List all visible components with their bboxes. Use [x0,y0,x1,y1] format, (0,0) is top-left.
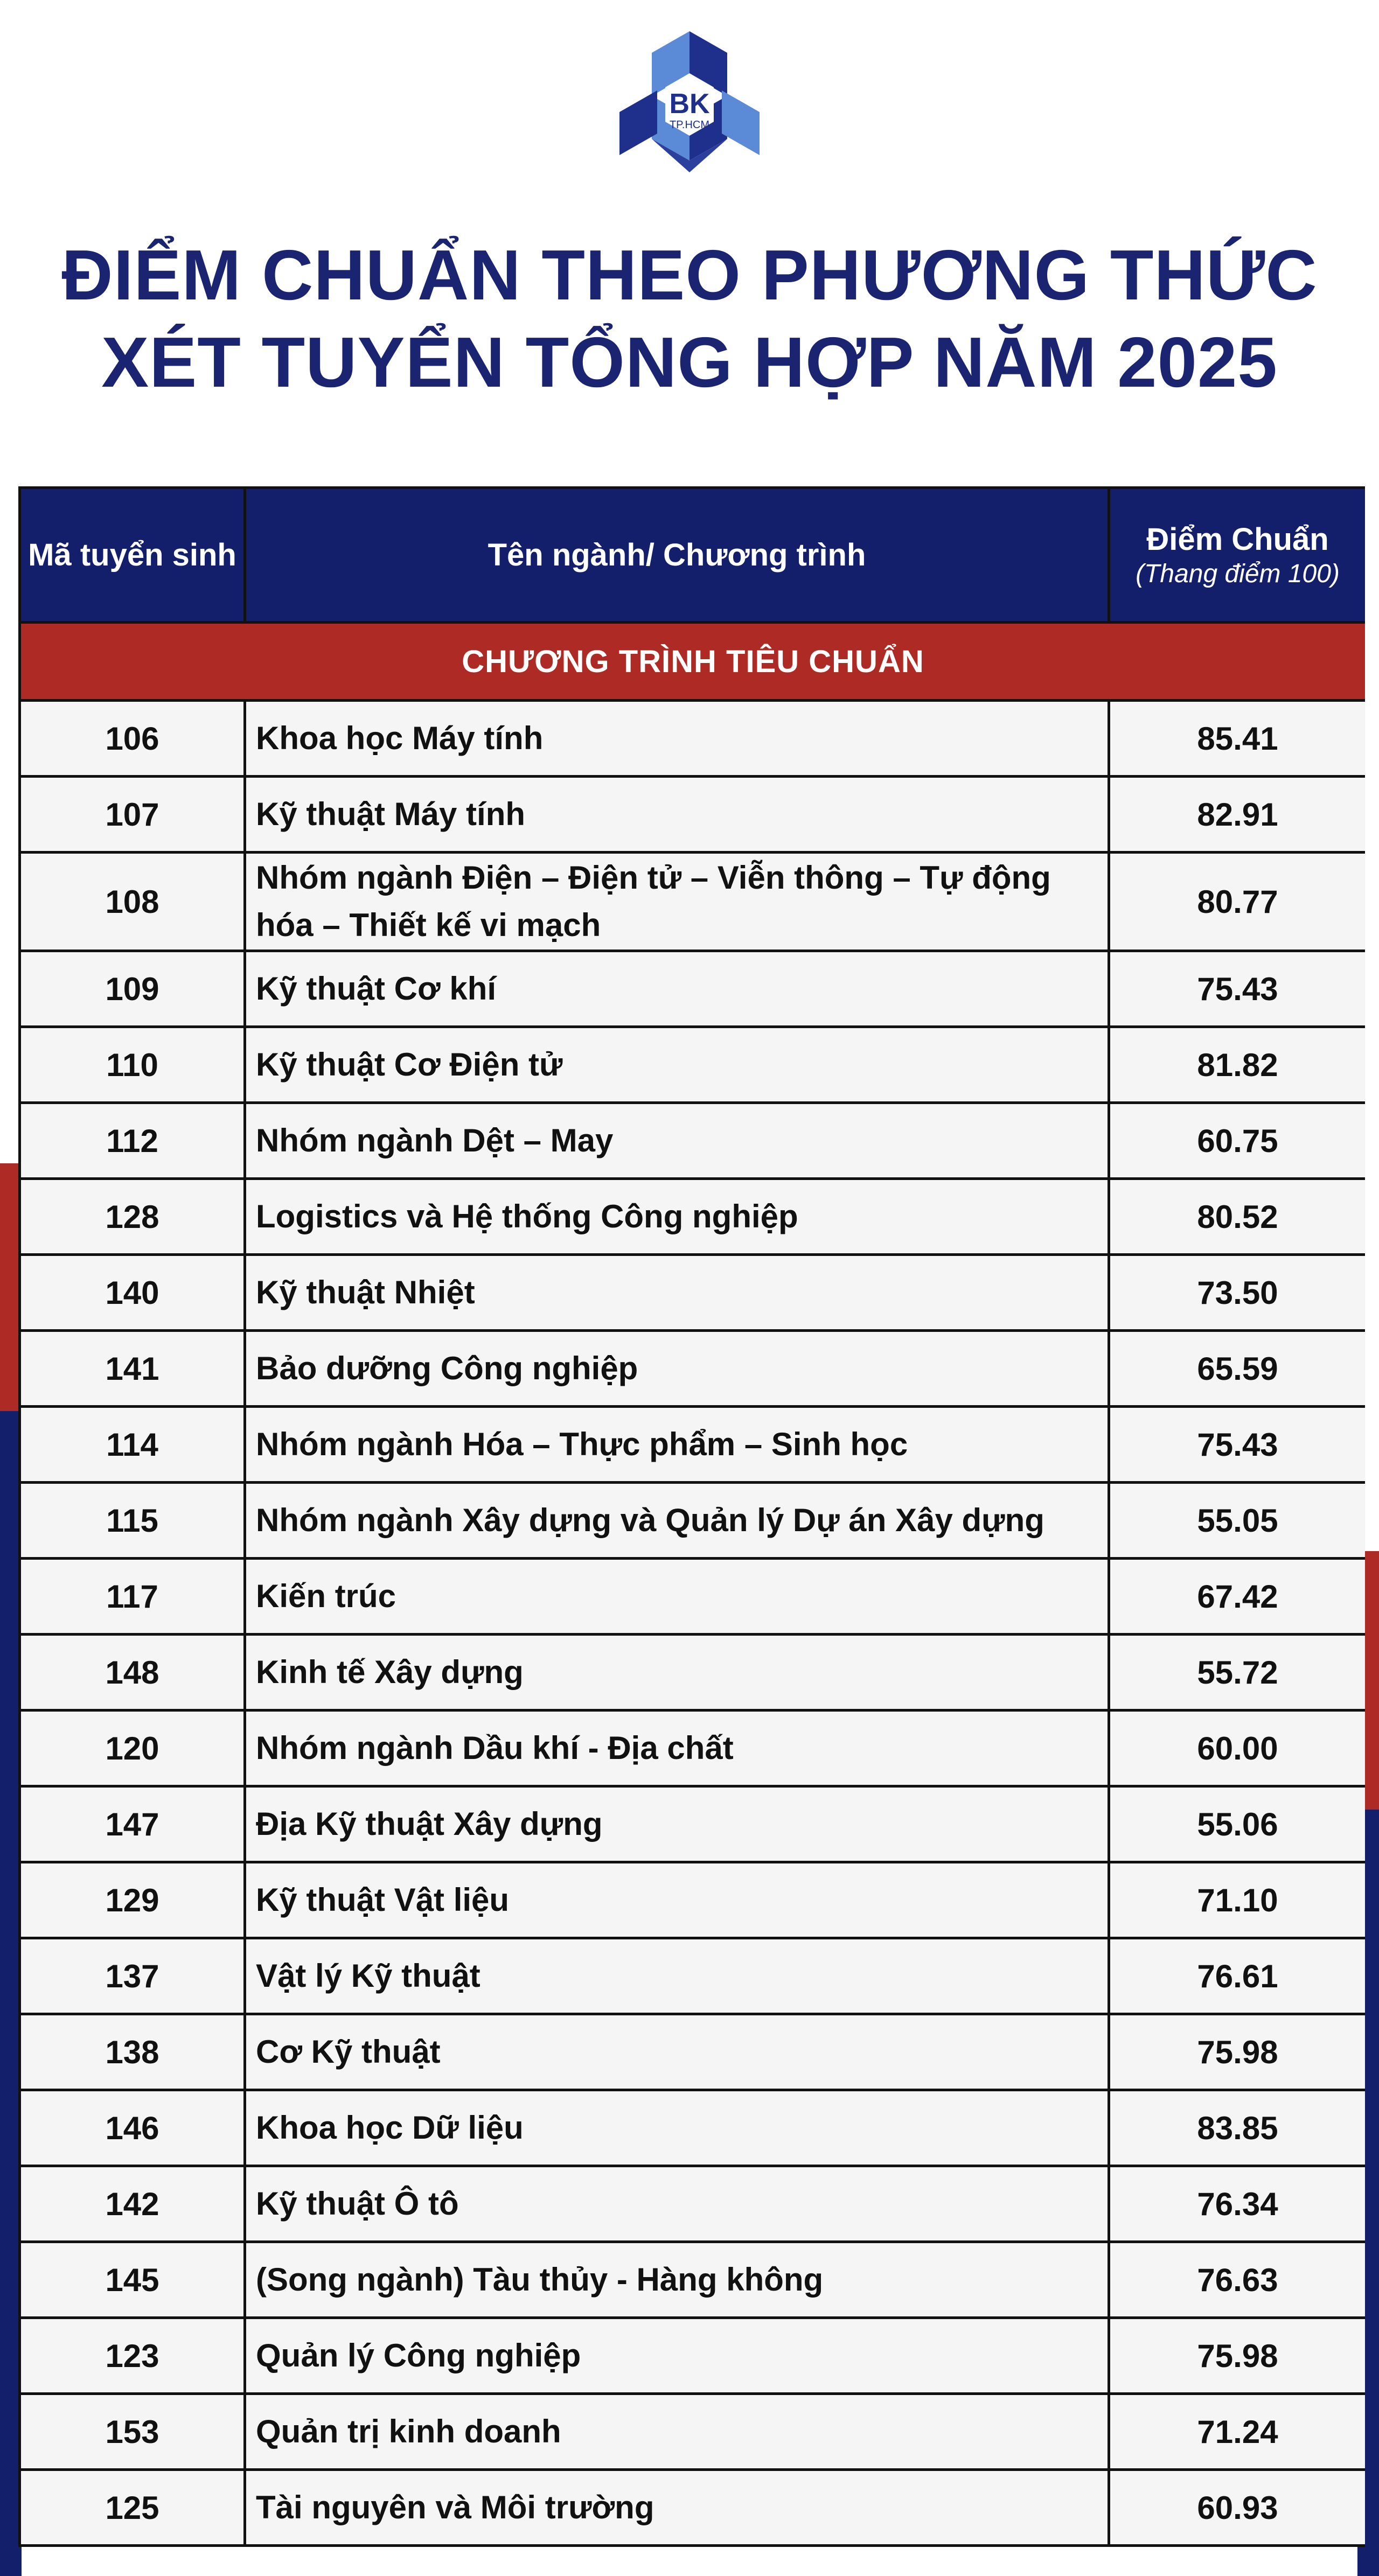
row-score: 83.85 [1109,2090,1366,2166]
row-name: Bảo dưỡng Công nghiệp [245,1331,1109,1407]
table-row [20,2090,1366,2166]
row-code: 153 [20,2394,245,2470]
row-name: Nhóm ngành Dệt – May [245,1103,1109,1179]
row-code: 137 [20,1938,245,2014]
row-score: 65.59 [1109,1331,1366,1407]
table-row [20,1331,1366,1407]
row-name: Kỹ thuật Nhiệt [245,1255,1109,1331]
row-code: 142 [20,2166,245,2242]
section-row [20,623,1366,701]
row-score: 71.10 [1109,1862,1366,1938]
row-code: 123 [20,2318,245,2394]
row-score: 75.98 [1109,2014,1366,2090]
row-code: 112 [20,1103,245,1179]
table-row [20,951,1366,1027]
row-code: 120 [20,1711,245,1786]
row-name: Khoa học Dữ liệu [245,2090,1109,2166]
section-title: CHƯƠNG TRÌNH TIÊU CHUẨN [20,623,1366,701]
table-row [20,1786,1366,1862]
table-row [20,2242,1366,2318]
row-code: 114 [20,1407,245,1483]
header-score-note: (Thang điểm 100) [1136,559,1340,588]
header-code: Mã tuyển sinh [20,488,245,623]
table-row [20,701,1366,777]
row-code: 125 [20,2470,245,2546]
row-code: 129 [20,1862,245,1938]
row-code: 148 [20,1635,245,1711]
row-code: 141 [20,1331,245,1407]
row-code: 140 [20,1255,245,1331]
row-score: 55.06 [1109,1786,1366,1862]
row-code: 147 [20,1786,245,1862]
header-name: Tên ngành/ Chương trình [245,488,1109,623]
logo-subtext: TP.HCM [669,119,710,131]
row-score: 75.98 [1109,2318,1366,2394]
table-row [20,2470,1366,2546]
table-row [20,2014,1366,2090]
row-score: 55.72 [1109,1635,1366,1711]
row-code: 146 [20,2090,245,2166]
table-row [20,1483,1366,1559]
row-name: Khoa học Máy tính [245,701,1109,777]
row-name: Quản trị kinh doanh [245,2394,1109,2470]
table-header-row [20,488,1366,623]
page-title [0,232,1379,406]
row-name: Kiến trúc [245,1559,1109,1635]
logo-text: BK [669,88,710,120]
row-score: 71.24 [1109,2394,1366,2470]
table-row [20,1103,1366,1179]
table-row [20,1635,1366,1711]
row-code: 110 [20,1027,245,1103]
table-row [20,1407,1366,1483]
row-name: Kỹ thuật Cơ Điện tử [245,1027,1109,1103]
row-score: 75.43 [1109,1407,1366,1483]
header-score-label: Điểm Chuẩn [1146,521,1329,557]
table-row [20,2394,1366,2470]
page-title-line-1: ĐIỂM CHUẨN THEO PHƯƠNG THỨC [61,235,1318,315]
row-name: Kỹ thuật Cơ khí [245,951,1109,1027]
row-code: 145 [20,2242,245,2318]
row-name: Cơ Kỹ thuật [245,2014,1109,2090]
row-name: Vật lý Kỹ thuật [245,1938,1109,2014]
bk-logo-graphic [614,27,765,178]
row-name: Nhóm ngành Điện – Điện tử – Viễn thông – Tự động hóa – Thiết kế vi mạch [245,853,1109,951]
table-row [20,1711,1366,1786]
row-name: Kỹ thuật Vật liệu [245,1862,1109,1938]
table-row [20,1559,1366,1635]
row-score: 60.75 [1109,1103,1366,1179]
row-code: 106 [20,701,245,777]
row-code: 108 [20,853,245,951]
row-name: Địa Kỹ thuật Xây dựng [245,1786,1109,1862]
score-table [18,486,1365,2547]
row-code: 107 [20,777,245,853]
row-score: 80.77 [1109,853,1366,951]
row-name: Nhóm ngành Hóa – Thực phẩm – Sinh học [245,1407,1109,1483]
table-body [20,623,1366,2546]
row-name: Kinh tế Xây dựng [245,1635,1109,1711]
row-name: Kỹ thuật Ô tô [245,2166,1109,2242]
row-score: 80.52 [1109,1179,1366,1255]
row-score: 55.05 [1109,1483,1366,1559]
row-code: 117 [20,1559,245,1635]
row-name: Logistics và Hệ thống Công nghiệp [245,1179,1109,1255]
row-score: 60.00 [1109,1711,1366,1786]
table-row [20,1938,1366,2014]
row-score: 60.93 [1109,2470,1366,2546]
row-name: (Song ngành) Tàu thủy - Hàng không [245,2242,1109,2318]
row-name: Tài nguyên và Môi trường [245,2470,1109,2546]
row-code: 138 [20,2014,245,2090]
row-code: 115 [20,1483,245,1559]
bk-logo [614,27,765,178]
row-score: 76.61 [1109,1938,1366,2014]
table-row [20,2318,1366,2394]
row-score: 76.63 [1109,2242,1366,2318]
row-score: 85.41 [1109,701,1366,777]
row-code: 109 [20,951,245,1027]
row-name: Kỹ thuật Máy tính [245,777,1109,853]
table-row [20,2166,1366,2242]
table-row [20,1179,1366,1255]
row-score: 73.50 [1109,1255,1366,1331]
table-row [20,1255,1366,1331]
table-row [20,777,1366,853]
table-row [20,1862,1366,1938]
row-score: 67.42 [1109,1559,1366,1635]
table-row [20,1027,1366,1103]
row-name: Quản lý Công nghiệp [245,2318,1109,2394]
table-row [20,853,1366,951]
row-name: Nhóm ngành Xây dựng và Quản lý Dự án Xây dựng [245,1483,1109,1559]
row-code: 128 [20,1179,245,1255]
row-score: 82.91 [1109,777,1366,853]
page-title-line-2: XÉT TUYỂN TỔNG HỢP NĂM 2025 [101,323,1278,402]
score-table-container [18,486,1365,2576]
row-score: 76.34 [1109,2166,1366,2242]
row-score: 75.43 [1109,951,1366,1027]
header-score [1109,488,1366,623]
row-name: Nhóm ngành Dầu khí - Địa chất [245,1711,1109,1786]
row-score: 81.82 [1109,1027,1366,1103]
